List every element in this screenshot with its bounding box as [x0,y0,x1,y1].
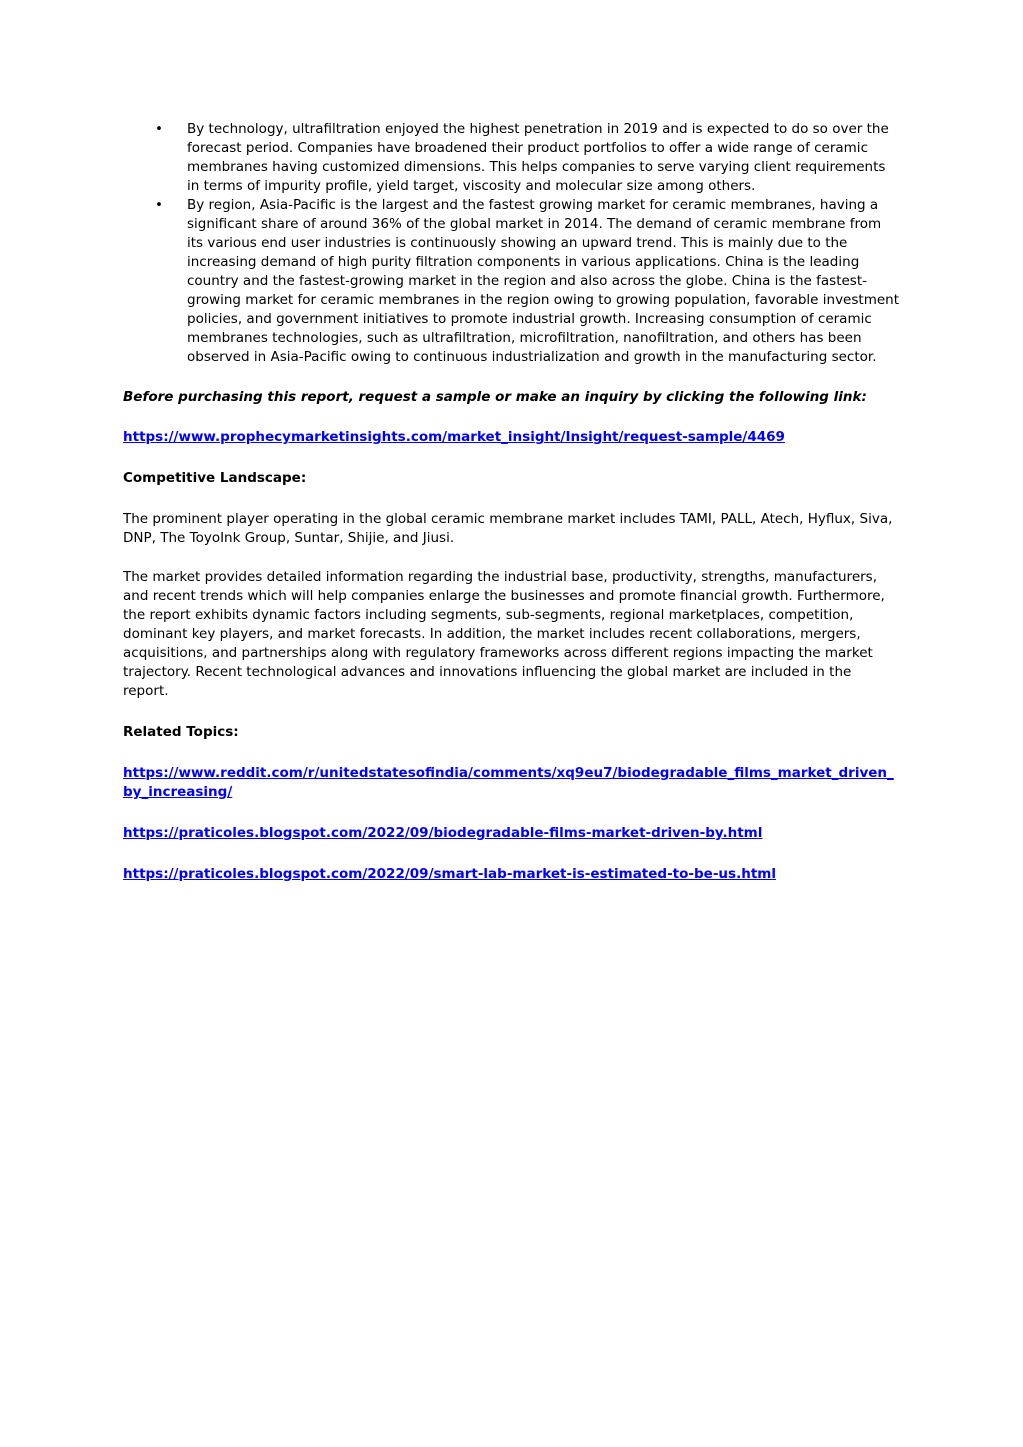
related-link-line-blogspot-2 [123,865,901,884]
competitive-landscape-players-paragraph: The prominent player operating in the global ceramic membrane market includes TAMI, PALL, Atech, Hyflux, Siva, DNP, The ToyoInk Group, Suntar, Shijie, and Jiusi. [123,511,893,546]
bullet-text-technology: By technology, ultrafiltration enjoyed the highest penetration in 2019 and is expected to do so over the forecast period. Companies have broadened their product portfolios to offer a wide range of ceramic membranes having customized dimensions. This helps companies to serve varying client requirements in terms of impurity profile, yield target, viscosity and molecular size among others. [187,121,889,194]
related-link-blogspot-smart-lab[interactable]: https://praticoles.blogspot.com/2022/09/smart-lab-market-is-estimated-to-be-us.html [123,866,776,882]
related-link-reddit[interactable]: https://www.reddit.com/r/unitedstatesofindia/comments/xq9eu7/biodegradable_films_market_driven_by_increasing/ [123,765,894,800]
bullet-list [123,120,901,367]
bullet-text-region: By region, Asia-Pacific is the largest and the fastest growing market for ceramic membranes, having a significant share of around 36% of the global market in 2014. The demand of ceramic membrane from its various end user industries is continuously showing an upward trend. This is mainly due to the increasing demand of high purity filtration components in various applications. China is the leading country and the fastest-growing market in the region and also across the globe. China is the fastest-growing market for ceramic membranes in the region owing to growing population, favorable investment policies, and government initiatives to promote industrial growth. Increasing consumption of ceramic membranes technologies, such as ultrafiltration, microfiltration, nanofiltration, and others has been observed in Asia-Pacific owing to continuous industrialization and growth in the manufacturing sector. [187,197,899,365]
bullet-item-region [123,196,901,367]
bullet-item-technology [123,120,901,196]
competitive-landscape-market-paragraph: The market provides detailed information regarding the industrial base, productivity, strengths, manufacturers, and recent trends which will help companies enlarge the businesses and promote financial growth. Furthermore, the report exhibits dynamic factors including segments, sub-segments, regional marketplaces, competition, dominant key players, and market forecasts. In addition, the market includes recent collaborations, mergers, acquisitions, and partnerships along with regulatory frameworks across different regions impacting the market trajectory. Recent technological advances and innovations influencing the global market are included in the report. [123,569,885,699]
purchase-notice: Before purchasing this report, request a sample or make an inquiry by clicking the following link: [123,389,867,405]
related-link-line-blogspot-1 [123,824,901,843]
related-topics-heading: Related Topics: [123,724,239,740]
related-link-blogspot-biodegradable[interactable]: https://praticoles.blogspot.com/2022/09/biodegradable-films-market-driven-by.html [123,825,763,841]
request-sample-link[interactable]: https://www.prophecymarketinsights.com/market_insight/Insight/request-sample/4469 [123,429,785,445]
competitive-landscape-heading: Competitive Landscape: [123,470,307,486]
related-link-line-reddit [123,764,901,802]
document-content [123,120,901,884]
sample-link-line [123,428,901,447]
